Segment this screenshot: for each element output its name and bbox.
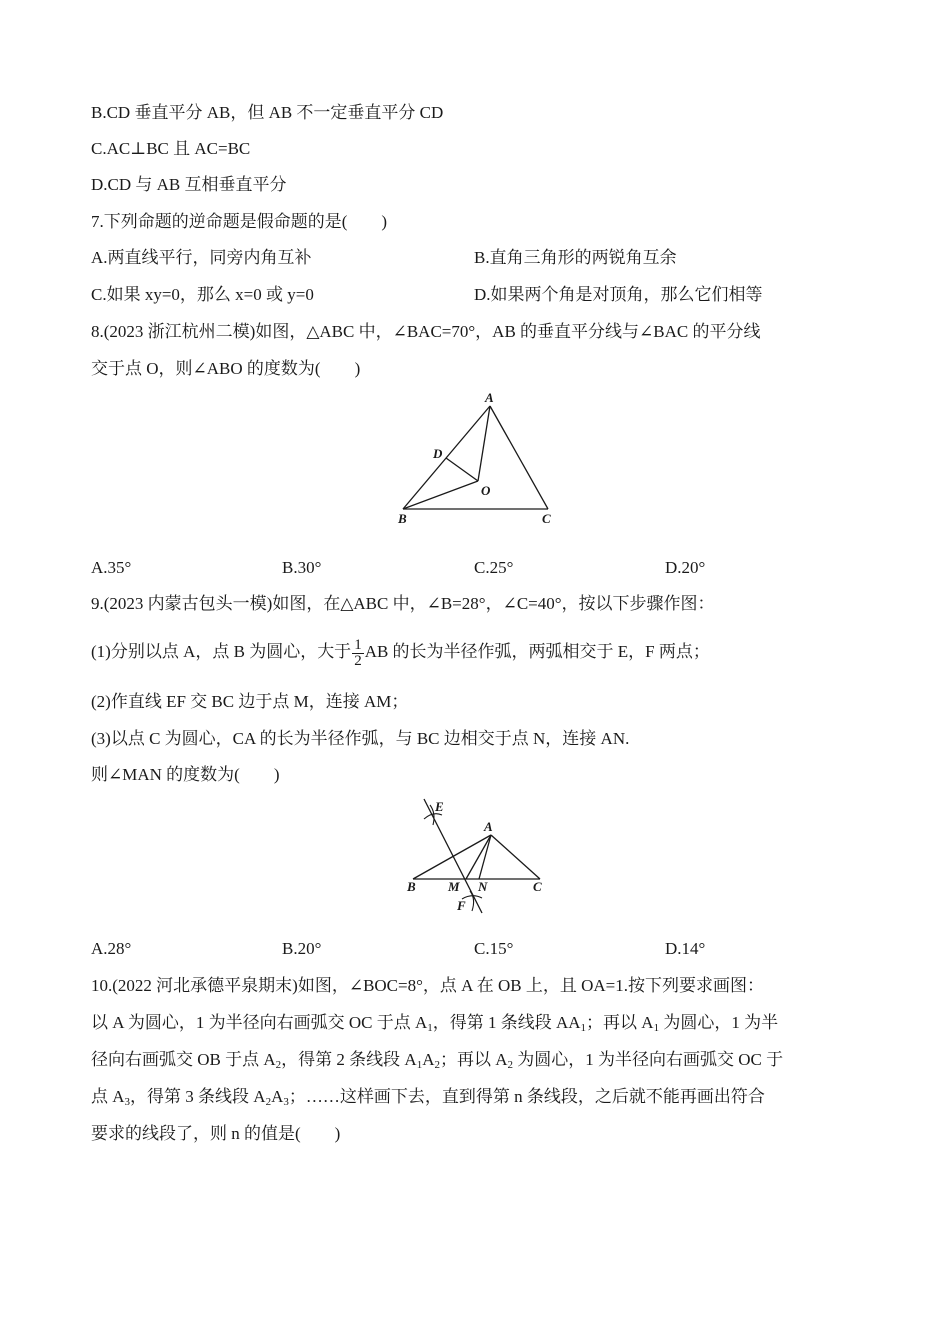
q8-option-c: C.25° (474, 558, 514, 577)
q10-line3-part1: 径向右画弧交 OB 于点 A (91, 1050, 276, 1069)
q7-option-c: C.如果 xy=0，那么 x=0 或 y=0 (91, 285, 314, 304)
q7-option-b: B.直角三角形的两锐角互余 (474, 248, 677, 267)
q10-sub-6: 2 (434, 1059, 440, 1071)
q9-label-f: F (457, 898, 466, 913)
q9-option-c: C.15° (474, 939, 514, 958)
q9-step1-text-pre: (1)分别以点 A，点 B 为圆心，大于 (91, 642, 352, 661)
q10-line3-part4: ；再以 A (439, 1050, 508, 1069)
q8-segment-do (446, 458, 478, 481)
q10-line2 (91, 1012, 778, 1034)
q10-line5: 要求的线段了，则 n 的值是( ) (91, 1124, 341, 1143)
q8-option-a: A.35° (91, 558, 132, 577)
q8-triangle-figure (390, 388, 565, 533)
q9-question: 则∠MAN 的度数为( ) (91, 765, 280, 784)
q9-step3: (3)以点 C 为圆心，CA 的长为半径作弧，与 BC 边相交于点 N，连接 AN. (91, 729, 630, 748)
q10-line4-part4: ；……这样画下去，直到得第 n 条线段，之后就不能再画出符合 (288, 1087, 765, 1106)
q9-label-e: E (435, 799, 444, 814)
q8-side-ac (490, 406, 548, 509)
q9-step1 (91, 636, 710, 669)
q9-fraction-numerator: 1 (354, 636, 362, 653)
q10-sub-7: 2 (507, 1059, 513, 1071)
q9-option-b: B.20° (282, 939, 322, 958)
q10-line2-part1: 以 A 为圆心，1 为半径向右画弧交 OC 于点 A (91, 1013, 428, 1032)
q9-label-a: A (484, 819, 493, 834)
q9-stem: 9.(2023 内蒙古包头一模)如图，在△ABC 中，∠B=28°，∠C=40°，按以下步骤作图： (91, 594, 715, 613)
q8-stem-line1: 8.(2023 浙江杭州二模)如图，△ABC 中，∠BAC=70°，AB 的垂直平分线与∠BAC 的平分线 (91, 322, 761, 341)
q10-line1: 10.(2022 河北承德平泉期末)如图，∠BOC=8°，点 A 在 OB 上，且 OA=1.按下列要求画图： (91, 976, 765, 995)
q9-option-a: A.28° (91, 939, 132, 958)
q10-line4-part1: 点 A (91, 1087, 125, 1106)
q10-line2-part4: 为圆心，1 为半 (659, 1013, 779, 1032)
q8-label-b: B (398, 511, 407, 526)
q8-label-o: O (481, 483, 491, 498)
q10-sub-9: 2 (265, 1096, 272, 1108)
q10-sub-2: 1 (580, 1022, 587, 1034)
q9-step2: (2)作直线 EF 交 BC 边于点 M，连接 AM； (91, 692, 409, 711)
q9-label-c: C (533, 879, 542, 894)
q6-option-c: C.AC⊥BC 且 AC=BC (91, 139, 251, 158)
q9-side-ab (413, 835, 491, 879)
q10-line4 (91, 1086, 765, 1108)
q10-line2-part2: ，得第 1 条线段 AA (432, 1013, 581, 1032)
q9-fraction-denominator: 2 (354, 652, 362, 669)
q8-option-b: B.30° (282, 558, 322, 577)
q10-sub-5: 1 (416, 1059, 423, 1071)
q9-segment-an (479, 835, 491, 879)
q9-step1-text-post: AB 的长为半径作弧，两弧相交于 E，F 两点； (364, 642, 710, 661)
q9-label-n: N (478, 879, 488, 894)
q9-side-ac (491, 835, 540, 879)
q9-construction-figure (400, 795, 555, 920)
q10-sub-4: 2 (275, 1059, 282, 1071)
q10-line3 (91, 1049, 783, 1071)
q8-option-d: D.20° (665, 558, 706, 577)
q6-option-b: B.CD 垂直平分 AB，但 AB 不一定垂直平分 CD (91, 103, 444, 122)
q9-fraction-half (352, 638, 364, 669)
q8-side-ab (403, 406, 490, 509)
q10-line3-part2: ，得第 2 条线段 A (281, 1050, 417, 1069)
q8-label-a: A (485, 390, 494, 405)
q10-sub-3: 1 (653, 1022, 660, 1034)
q8-label-d: D (433, 446, 443, 461)
q9-label-m: M (448, 879, 460, 894)
q10-sub-1: 1 (427, 1022, 433, 1034)
q10-sub-10: 3 (283, 1096, 289, 1108)
q10-line4-part3: A (271, 1087, 284, 1106)
q7-stem: 7.下列命题的逆命题是假命题的是( ) (91, 212, 388, 231)
q8-label-c: C (542, 511, 551, 526)
q8-stem-line2: 交于点 O，则∠ABO 的度数为( ) (91, 359, 361, 378)
q10-sub-8: 3 (124, 1096, 131, 1108)
q7-option-a: A.两直线平行，同旁内角互补 (91, 248, 312, 267)
q10-line4-part2: ，得第 3 条线段 A (130, 1087, 266, 1106)
q9-label-b: B (407, 879, 416, 894)
q6-option-d: D.CD 与 AB 互相垂直平分 (91, 175, 287, 194)
q10-line3-part5: 为圆心，1 为半径向右画弧交 OC 于 (513, 1050, 784, 1069)
q10-line2-part3: ；再以 A (586, 1013, 654, 1032)
q9-option-d: D.14° (665, 939, 706, 958)
q7-option-d: D.如果两个角是对顶角，那么它们相等 (474, 285, 763, 304)
q10-line3-part3: A (422, 1050, 435, 1069)
